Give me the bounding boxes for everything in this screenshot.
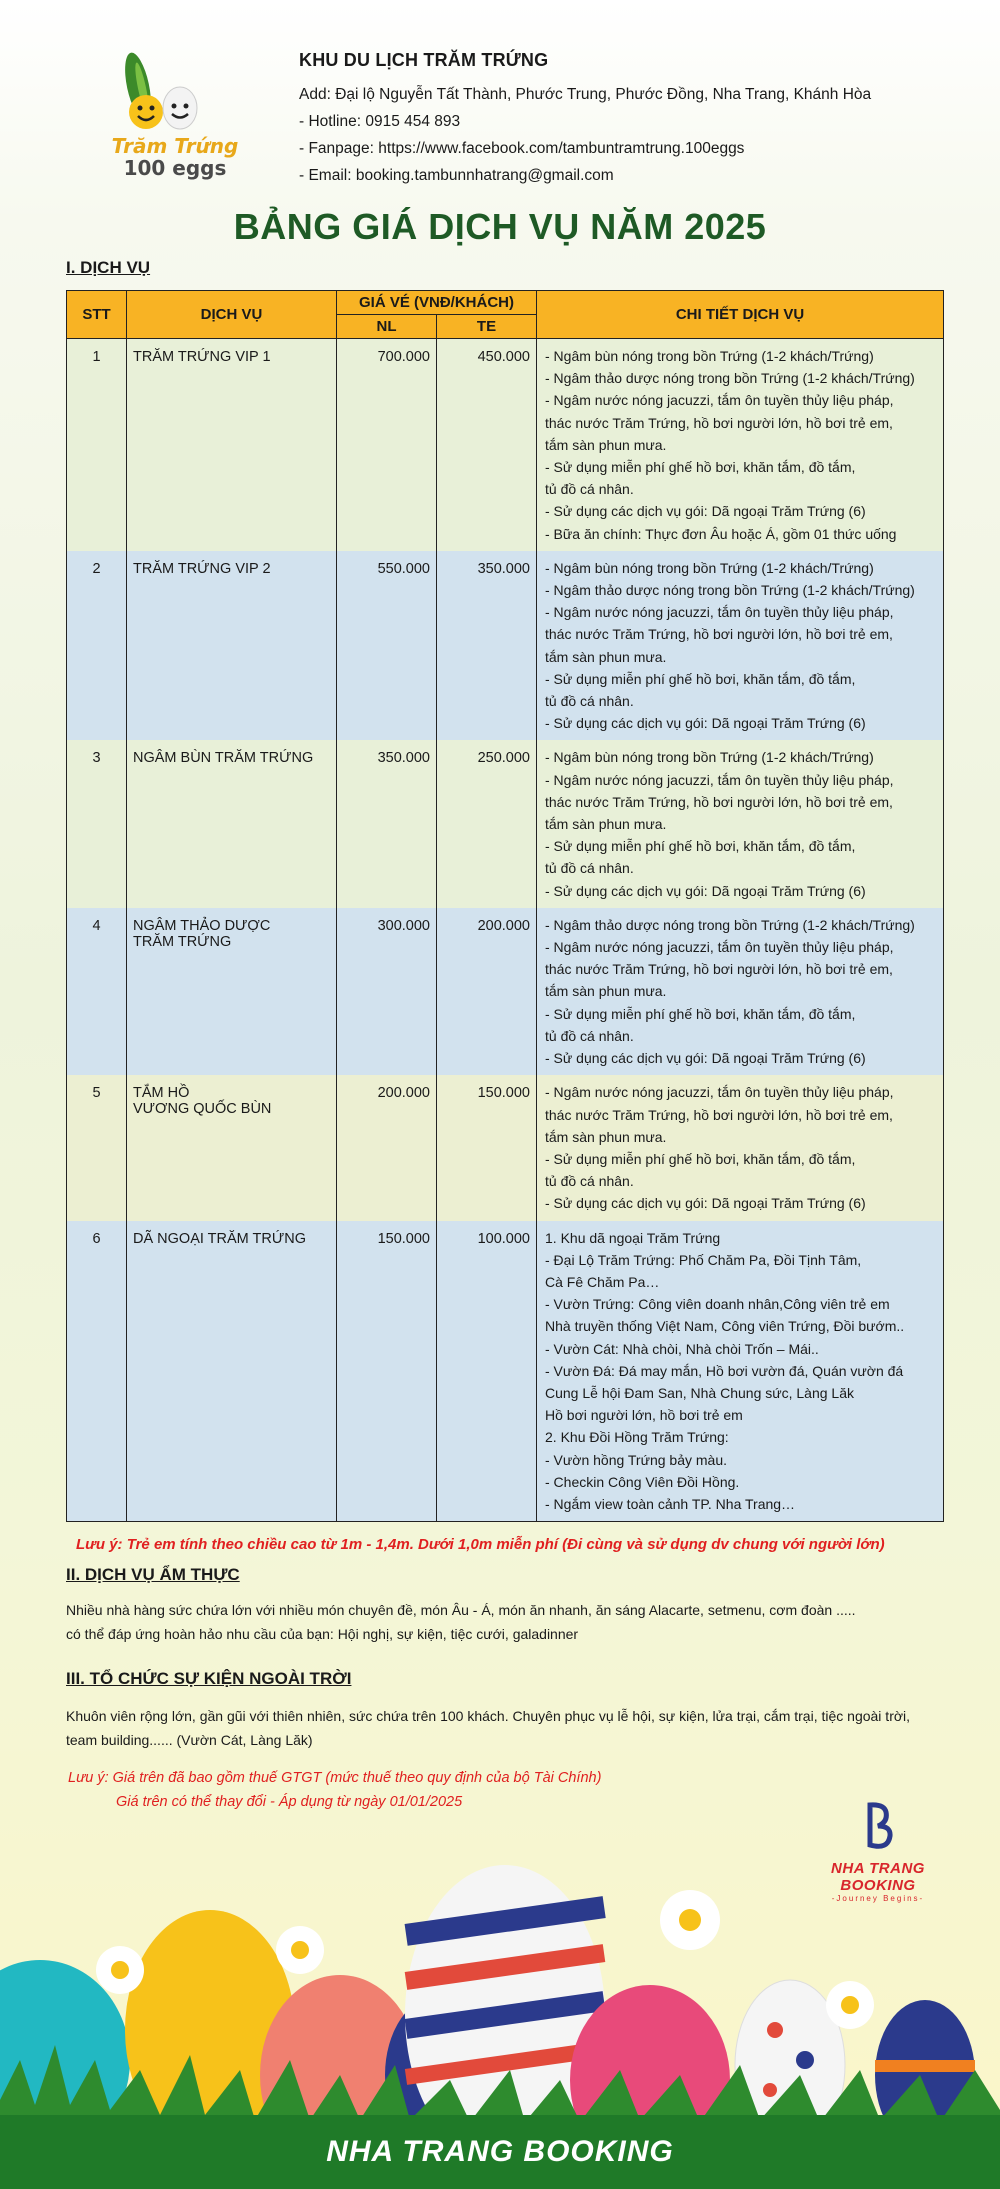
row-price-child: 150.000 (437, 1075, 537, 1220)
detail-line: - Checkin Công Viên Đồi Hồng. (545, 1473, 740, 1490)
detail-line: - Sử dụng các dịch vụ gói: Dã ngoại Trăm Trứng (6) (545, 715, 866, 732)
row-detail (537, 551, 944, 741)
company-name: KHU DU LỊCH TRĂM TRỨNG (299, 50, 549, 70)
events-description (66, 1704, 910, 1752)
detail-line: - Vườn hồng Trứng bảy màu. (545, 1451, 728, 1468)
email-link[interactable]: - Email: booking.tambunnhatrang@gmail.com (299, 167, 614, 184)
detail-line: - Ngâm bùn nóng trong bồn Trứng (1-2 khách/Trứng) (545, 348, 874, 364)
detail-line: - Sử dụng miễn phí ghế hồ bơi, khăn tắm, đồ tắm, (545, 459, 856, 476)
detail-line: - Sử dụng các dịch vụ gói: Dã ngoại Trăm Trứng (6) (545, 1195, 866, 1212)
detail-line: - Sử dụng các dịch vụ gói: Dã ngoại Trăm Trứng (6) (545, 1050, 866, 1067)
detail-line: - Ngâm nước nóng jacuzzi, tắm ôn tuyền thủy liệu pháp, (545, 771, 894, 788)
detail-line: Cà Fê Chăm Pa… (545, 1273, 660, 1290)
row-stt: 5 (67, 1075, 127, 1220)
detail-line: tắm sàn phun mưa. (545, 983, 667, 1000)
hotline[interactable]: - Hotline: 0915 454 893 (299, 113, 461, 130)
detail-line: - Sử dụng miễn phí ghế hồ bơi, khăn tắm, đồ tắm, (545, 1005, 856, 1022)
events-line-1: Khuôn viên rộng lớn, gần gũi với thiên nhiên, sức chứa trên 100 khách. Chuyên phục vụ lễ hội, sự kiện, lửa trại, cắm trại, tiệc ngoài trời, (66, 1708, 911, 1724)
row-price-child: 450.000 (437, 339, 537, 551)
detail-line: thác nước Trăm Trứng, hồ bơi người lớn, hồ bơi trẻ em, (545, 961, 893, 978)
detail-line: thác nước Trăm Trứng, hồ bơi người lớn, hồ bơi trẻ em, (545, 414, 893, 431)
detail-line: - Ngâm thảo dược nóng trong bồn Trứng (1-2 khách/Trứng) (545, 370, 915, 387)
tax-note-line-2: Giá trên có thể thay đổi - Áp dụng từ ngày 01/01/2025 (116, 1794, 463, 1810)
detail-line: - Ngâm nước nóng jacuzzi, tắm ôn tuyền thủy liệu pháp, (545, 1084, 894, 1101)
header-service: DỊCH VỤ (127, 291, 337, 339)
table-row (67, 740, 944, 907)
row-price-adult: 700.000 (337, 339, 437, 551)
header-te: TE (437, 315, 537, 339)
detail-line: 2. Khu Đồi Hồng Trăm Trứng: (545, 1429, 729, 1446)
price-table (66, 290, 944, 1522)
row-service-name: TẮM HỒ VƯƠNG QUỐC BÙN (127, 1075, 337, 1220)
tax-note-line-1: Lưu ý: Giá trên đã bao gồm thuế GTGT (mức thuế theo quy định của bộ Tài Chính) (68, 1770, 602, 1786)
tram-trung-logo (100, 48, 250, 178)
row-detail (537, 339, 944, 551)
detail-line: - Ngâm thảo dược nóng trong bồn Trứng (1-2 khách/Trứng) (545, 916, 915, 933)
detail-line: Nhà truyền thống Việt Nam, Công viên Trứng, Đồi bướm.. (545, 1318, 905, 1335)
row-price-child: 250.000 (437, 740, 537, 907)
table-row (67, 339, 944, 551)
detail-line: tủ đồ cá nhân. (545, 481, 634, 498)
detail-line: - Ngâm bùn nóng trong bồn Trứng (1-2 khách/Trứng) (545, 559, 874, 576)
table-row (67, 551, 944, 741)
row-detail (537, 908, 944, 1075)
row-service-name: TRĂM TRỨNG VIP 2 (127, 551, 337, 741)
detail-line: - Ngâm nước nóng jacuzzi, tắm ôn tuyền thủy liệu pháp, (545, 939, 894, 956)
header-nl: NL (337, 315, 437, 339)
header-detail: CHI TIẾT DỊCH VỤ (537, 291, 944, 339)
events-line-2: team building...... (Vườn Cát, Làng Lăk) (66, 1732, 313, 1748)
footer-bar (0, 2115, 1000, 2189)
food-line-2: có thể đáp ứng hoàn hảo nhu cầu của bạn: Hội nghị, sự kiện, tiệc cưới, galadinner (66, 1626, 579, 1642)
detail-line: - Ngâm thảo dược nóng trong bồn Trứng (1-2 khách/Trứng) (545, 582, 915, 599)
detail-line: tủ đồ cá nhân. (545, 1173, 634, 1190)
row-service-name: DÃ NGOẠI TRĂM TRỨNG (127, 1221, 337, 1522)
row-detail (537, 1075, 944, 1220)
header-price-group: GIÁ VÉ (VNĐ/KHÁCH) (337, 291, 537, 315)
detail-line: - Ngâm bùn nóng trong bồn Trứng (1-2 khách/Trứng) (545, 749, 874, 766)
fanpage-link[interactable]: - Fanpage: https://www.facebook.com/tambuntramtrung.100eggs (299, 140, 745, 157)
detail-line: - Sử dụng miễn phí ghế hồ bơi, khăn tắm, đồ tắm, (545, 838, 856, 855)
tax-note (68, 1766, 601, 1814)
page-title: BẢNG GIÁ DỊCH VỤ NĂM 2025 (233, 206, 767, 247)
row-stt: 2 (67, 551, 127, 741)
detail-line: - Sử dụng miễn phí ghế hồ bơi, khăn tắm, đồ tắm, (545, 670, 856, 687)
detail-line: 1. Khu dã ngoại Trăm Trứng (545, 1229, 721, 1246)
detail-line: tủ đồ cá nhân. (545, 1027, 634, 1044)
logo-name: Trăm Trứng (111, 134, 239, 158)
detail-line: - Vườn Trứng: Công viên doanh nhân,Công viên trẻ em (545, 1296, 890, 1313)
row-stt: 4 (67, 908, 127, 1075)
header-stt: STT (67, 291, 127, 339)
detail-line: thác nước Trăm Trứng, hồ bơi người lớn, hồ bơi trẻ em, (545, 1106, 893, 1123)
row-price-child: 350.000 (437, 551, 537, 741)
detail-line: tắm sàn phun mưa. (545, 1128, 667, 1145)
brand-tagline: -Journey Begins- (831, 1894, 925, 1903)
detail-line: tủ đồ cá nhân. (545, 693, 634, 710)
row-service-name: TRĂM TRỨNG VIP 1 (127, 339, 337, 551)
detail-line: - Ngâm nước nóng jacuzzi, tắm ôn tuyền thủy liệu pháp, (545, 392, 894, 409)
detail-line: - Sử dụng các dịch vụ gói: Dã ngoại Trăm Trứng (6) (545, 882, 866, 899)
footer-brand-text: NHA TRANG BOOKING (326, 2135, 674, 2168)
table-row (67, 1075, 944, 1220)
brand-name: NHA TRANG BOOKING (831, 1860, 925, 1894)
row-service-name: NGÂM BÙN TRĂM TRỨNG (127, 740, 337, 907)
detail-line: - Vườn Cát: Nhà chòi, Nhà chòi Trốn – Mái.. (545, 1340, 819, 1357)
detail-line: - Ngâm nước nóng jacuzzi, tắm ôn tuyền thủy liệu pháp, (545, 604, 894, 621)
section-services-heading: I. DỊCH VỤ (66, 258, 151, 277)
food-line-1: Nhiều nhà hàng sức chứa lớn với nhiều món chuyên đề, món Âu - Á, món ăn nhanh, ăn sáng Alacarte, setmenu, cơm đoàn ..... (66, 1602, 856, 1618)
row-stt: 3 (67, 740, 127, 907)
detail-line: tắm sàn phun mưa. (545, 648, 667, 665)
detail-line: - Vườn Đá: Đá may mắn, Hồ bơi vườn đá, Quán vườn đá (545, 1362, 904, 1379)
detail-line: tủ đồ cá nhân. (545, 860, 634, 877)
section-events-heading: III. TỔ CHỨC SỰ KIỆN NGOÀI TRỜI (66, 1669, 352, 1688)
food-description (66, 1598, 856, 1646)
detail-line: - Ngắm view toàn cảnh TP. Nha Trang… (545, 1495, 796, 1512)
detail-line: - Sử dụng miễn phí ghế hồ bơi, khăn tắm, đồ tắm, (545, 1150, 856, 1167)
logo-sub: 100 eggs (123, 156, 227, 180)
detail-line: thác nước Trăm Trứng, hồ bơi người lớn, hồ bơi trẻ em, (545, 793, 893, 810)
row-price-adult: 200.000 (337, 1075, 437, 1220)
detail-line: - Bữa ăn chính: Thực đơn Âu hoặc Á, gồm 01 thức uống (545, 525, 897, 542)
row-detail (537, 740, 944, 907)
detail-line: - Sử dụng các dịch vụ gói: Dã ngoại Trăm Trứng (6) (545, 503, 866, 520)
row-price-adult: 150.000 (337, 1221, 437, 1522)
row-price-child: 100.000 (437, 1221, 537, 1522)
detail-line: tắm sàn phun mưa. (545, 436, 667, 453)
row-price-adult: 550.000 (337, 551, 437, 741)
detail-line: Hồ bơi người lớn, hồ bơi trẻ em (545, 1407, 743, 1424)
row-stt: 6 (67, 1221, 127, 1522)
row-price-adult: 300.000 (337, 908, 437, 1075)
detail-line: tắm sàn phun mưa. (545, 816, 667, 833)
address: Add: Đại lộ Nguyễn Tất Thành, Phước Trung, Phước Đồng, Nha Trang, Khánh Hòa (299, 86, 872, 103)
row-price-child: 200.000 (437, 908, 537, 1075)
table-row (67, 1221, 944, 1522)
detail-line: - Đại Lộ Trăm Trứng: Phố Chăm Pa, Đồi Tịnh Tâm, (545, 1251, 862, 1268)
row-stt: 1 (67, 339, 127, 551)
children-pricing-note: Lưu ý: Trẻ em tính theo chiều cao từ 1m - 1,4m. Dưới 1,0m miễn phí (Đi cùng và sử dụng dv chung với người lớn) (76, 1536, 885, 1553)
row-detail (537, 1221, 944, 1522)
section-food-heading: II. DỊCH VỤ ẨM THỰC (66, 1565, 240, 1584)
table-body (67, 339, 944, 1522)
table-row (67, 908, 944, 1075)
header-info (299, 50, 979, 189)
detail-line: Cung Lễ hội Đam San, Nhà Chung sức, Làng Lăk (545, 1384, 855, 1401)
row-price-adult: 350.000 (337, 740, 437, 907)
row-service-name: NGÂM THẢO DƯỢC TRĂM TRỨNG (127, 908, 337, 1075)
detail-line: thác nước Trăm Trứng, hồ bơi người lớn, hồ bơi trẻ em, (545, 626, 893, 643)
